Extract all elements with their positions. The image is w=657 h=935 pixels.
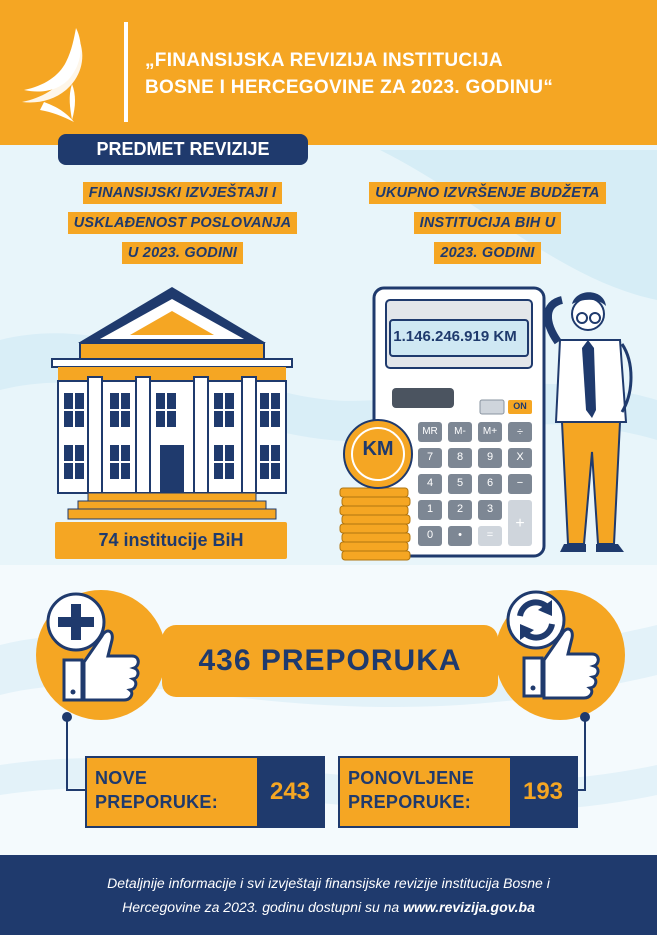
header-banner: [0, 0, 657, 145]
page-title: [145, 47, 645, 101]
total-recommendations: 436 PREPORUKA: [162, 625, 498, 697]
left-text-line-3: U 2023. GODINI: [122, 242, 243, 264]
thumbs-up-plus-icon: [40, 590, 150, 705]
footer-line-1: Detaljnije informacije i svi izvještaji finansijske revizije institucija Bosne i: [107, 875, 550, 891]
new-label-line-1: NOVE: [95, 768, 148, 788]
subject-heading: PREDMET REVIZIJE: [58, 134, 308, 165]
repeated-label-line-1: PONOVLJENE: [348, 768, 475, 788]
repeated-recommendations-label: [348, 766, 474, 814]
right-text-line-2: INSTITUCIJA BIH U: [414, 212, 562, 234]
calc-key-eq: =: [486, 529, 494, 541]
right-text-line-1: UKUPNO IZVRŠENJE BUDŽETA: [369, 182, 605, 204]
calc-key-6: 6: [486, 477, 494, 489]
calc-key-minus: −: [516, 477, 524, 489]
new-recommendations-box: [85, 756, 325, 828]
calc-key-0: 0: [426, 529, 434, 541]
thumbs-up-refresh-icon: [500, 586, 610, 701]
km-coin-label: KM: [362, 438, 394, 460]
new-recommendations-count: 243: [257, 758, 323, 826]
title-line-1: „FINANSIJSKA REVIZIJA INSTITUCIJA: [145, 50, 503, 71]
calc-key-plus: +: [515, 515, 525, 532]
calc-key-on: ON: [513, 401, 527, 411]
footer-line-2-text: Hercegovine za 2023. godinu dostupni su na: [122, 899, 404, 915]
repeated-recommendations-count: 193: [510, 758, 576, 826]
calc-key-mr: MR: [422, 426, 438, 437]
repeated-recommendations-box: [338, 756, 578, 828]
new-label-line-2: PREPORUKE:: [95, 792, 219, 812]
calc-key-dot: •: [458, 529, 462, 541]
calc-key-div: ÷: [516, 426, 524, 438]
institutions-count-label: 74 institucije BiH: [55, 522, 287, 559]
calc-key-mul: X: [516, 451, 524, 463]
left-text-line-2: USKLAĐENOST POSLOVANJA: [68, 212, 298, 234]
right-text-line-3: 2023. GODINI: [434, 242, 540, 264]
website-link[interactable]: www.revizija.gov.ba: [403, 899, 535, 915]
calc-key-5: 5: [456, 477, 464, 489]
budget-execution-block: [345, 180, 630, 270]
financial-statements-block: [50, 180, 315, 270]
calc-key-9: 9: [486, 451, 494, 463]
footer: [0, 855, 657, 935]
title-line-2: BOSNE I HERCEGOVINE ZA 2023. GODINU“: [145, 77, 554, 98]
calc-key-2: 2: [456, 503, 464, 515]
calc-key-1: 1: [426, 503, 434, 515]
calculator-display: 1.146.246.919 KM: [393, 328, 517, 345]
calc-key-7: 7: [426, 451, 434, 463]
calc-key-8: 8: [456, 451, 464, 463]
footer-line-2: [0, 895, 657, 919]
left-text-line-1: FINANSIJSKI IZVJEŠTAJI I: [83, 182, 282, 204]
office-logo-icon: [14, 24, 114, 124]
header-divider: [124, 22, 128, 122]
new-recommendations-label: [95, 766, 218, 814]
institution-building-icon: [48, 285, 296, 520]
calc-key-3: 3: [486, 503, 494, 515]
repeated-label-line-2: PREPORUKE:: [348, 792, 472, 812]
calc-key-4: 4: [426, 477, 434, 489]
calc-key-mminus: M-: [454, 426, 466, 437]
calc-key-mplus: M+: [482, 426, 498, 437]
